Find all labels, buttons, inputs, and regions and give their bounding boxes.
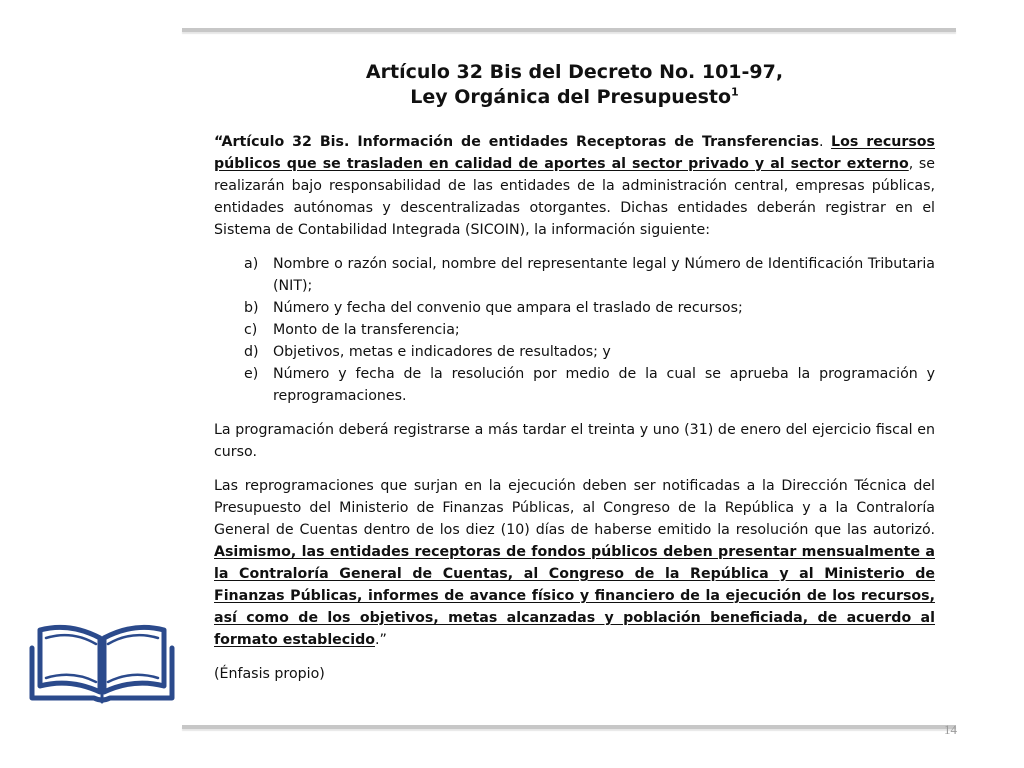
title-line-1: Artículo 32 Bis del Decreto No. 101-97, <box>365 61 784 83</box>
page-number: 14 <box>944 722 957 737</box>
list-item <box>214 341 935 363</box>
footnote-mark: 1 <box>731 85 739 99</box>
intro-rest-text: , se realizarán bajo responsabilidad de las entidades de la administración central, empresas públicas, entidades autónomas y descentralizadas otorgantes. Dichas entidades deberán registrar en el Sistema de Contabilidad Integrada (SICOIN), la información siguiente: <box>214 156 935 238</box>
programming-deadline-paragraph: La programación deberá registrarse a más tardar el treinta y uno (31) de enero del ejercicio fiscal en curso. <box>214 422 935 460</box>
reprogramming-end: .” <box>374 632 387 648</box>
list-item-text: Nombre o razón social, nombre del representante legal y Número de Identificación Tributaria (NIT); <box>273 256 935 294</box>
list-item <box>214 319 935 341</box>
intro-underlined-text: Los recursos públicos que se trasladen en calidad de aportes al sector privado y al sector externo <box>214 134 935 172</box>
title-line-2-text: Ley Orgánica del Presupuesto <box>410 86 732 108</box>
title-line-2 <box>214 85 935 110</box>
list-item <box>214 363 935 407</box>
list-item-mark: d) <box>244 344 259 360</box>
list-item-mark: c) <box>244 322 258 338</box>
requirements-list <box>214 253 935 407</box>
list-item-text: Número y fecha del convenio que ampara el traslado de recursos; <box>273 300 743 316</box>
reprogramming-plain-text: Las reprogramaciones que surjan en la ejecución deben ser notificadas a la Dirección Técnica del Presupuesto del Ministerio de Finanzas Públicas, al Congreso de la República y a la Contraloría General de Cuentas dentro de los diez (10) días de haberse emitido la resolución que las autorizó. <box>214 478 935 538</box>
intro-paragraph <box>214 131 935 241</box>
reprogramming-underlined-text: Asimismo, las entidades receptoras de fondos públicos deben presentar mensualmente a la Contraloría General de Cuentas, al Congreso de la República y al Ministerio de Finanzas Públicas, informes de avance físico y financiero de la ejecución de los recursos, así como de los objetivos, metas alcanzadas y población beneficiada, de acuerdo al formato establecido <box>214 544 935 648</box>
open-book-icon <box>28 618 176 710</box>
page-title <box>214 60 935 110</box>
intro-period: . <box>819 134 832 150</box>
top-divider <box>182 28 956 32</box>
list-item-text: Monto de la transferencia; <box>273 322 460 338</box>
list-item-mark: b) <box>244 300 259 316</box>
intro-bold-heading: “Artículo 32 Bis. Información de entidades Receptoras de Transferencias <box>214 134 820 150</box>
bottom-divider <box>182 725 956 729</box>
list-item-text: Objetivos, metas e indicadores de resultados; y <box>273 344 611 360</box>
reprogramming-paragraph <box>214 475 935 651</box>
list-item <box>214 297 935 319</box>
list-item-mark: e) <box>244 366 259 382</box>
list-item-mark: a) <box>244 256 259 272</box>
list-item <box>214 253 935 297</box>
emphasis-note: (Énfasis propio) <box>214 666 325 682</box>
article-body <box>214 131 935 697</box>
list-item-text: Número y fecha de la resolución por medio de la cual se aprueba la programación y reprogramaciones. <box>273 366 935 404</box>
